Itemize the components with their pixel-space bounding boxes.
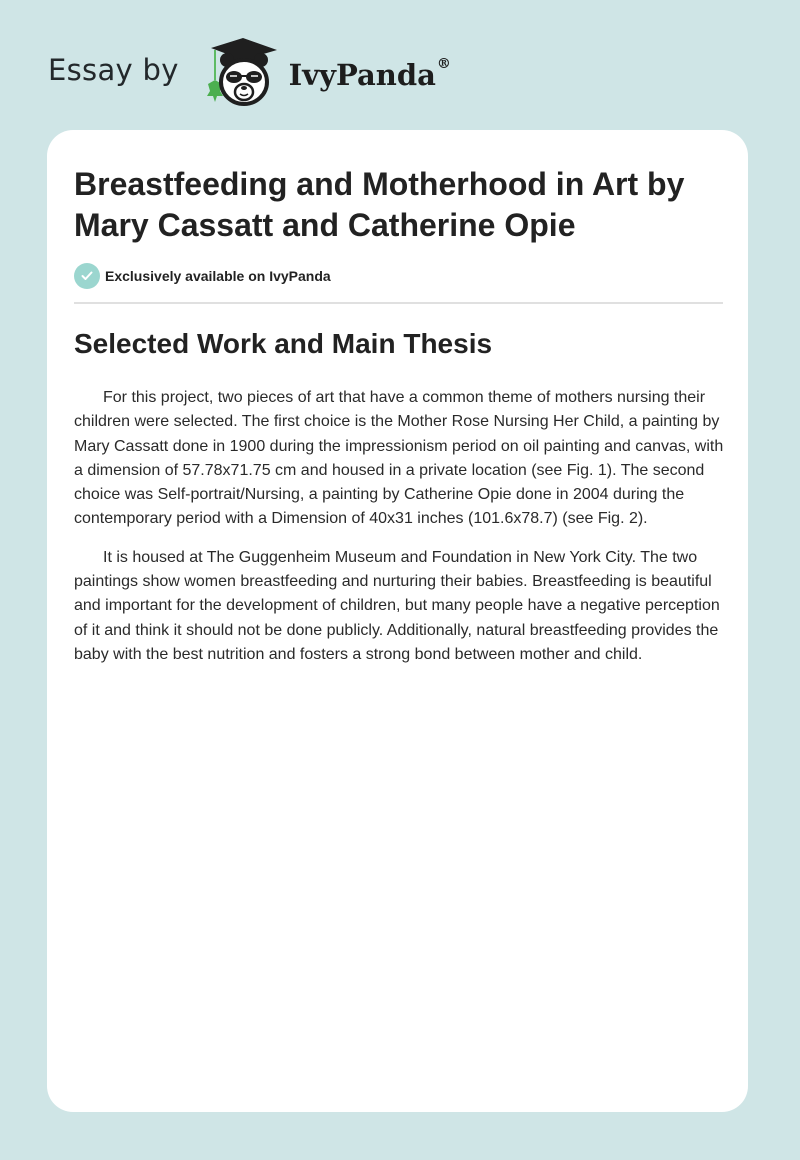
check-circle-icon [74,263,100,289]
registered-mark: ® [436,56,451,72]
essay-title: Breastfeeding and Motherhood in Art by Mary Cassatt and Catherine Opie [74,166,685,243]
paragraph: It is housed at The Guggenheim Museum and Foundation in New York City. The two paintings show women breastfeeding and nurturing their babies. Breastfeeding is beautiful and important for the development of children, but many people have a negative perception of it and think it should not be done publicly. Additionally, natural breastfeeding provides the baby with the best nutrition and fosters a strong bond between mother and child. [74,548,720,663]
essay-card [47,130,748,1112]
paragraph: For this project, two pieces of art that have a common theme of mothers nursing their children were selected. The first choice is the Mother Rose Nursing Her Child, a painting by Mary Cassatt done in 1900 during the impressionism period on oil painting and canvas, with a dimension of 57.78x71.75 cm and housed in a private location (see Fig. 1). The second choice was Self-portrait/Nursing, a painting by Catherine Opie done in 2004 during the contemporary period with a Dimension of 40x31 inches (101.6x78.7) (see Fig. 2). [74,389,724,528]
section-heading: Selected Work and Main Thesis [74,328,493,359]
brand-name[interactable] [289,58,451,92]
section-body [74,386,726,681]
exclusive-text: Exclusively available on IvyPanda [105,268,331,284]
essay-by-label: Essay by [48,53,179,87]
panda-graduation-cap-icon[interactable] [197,36,285,108]
exclusive-badge [74,263,331,289]
divider [74,302,723,304]
brand-text: IvyPanda [288,58,436,92]
site-header [48,36,451,108]
